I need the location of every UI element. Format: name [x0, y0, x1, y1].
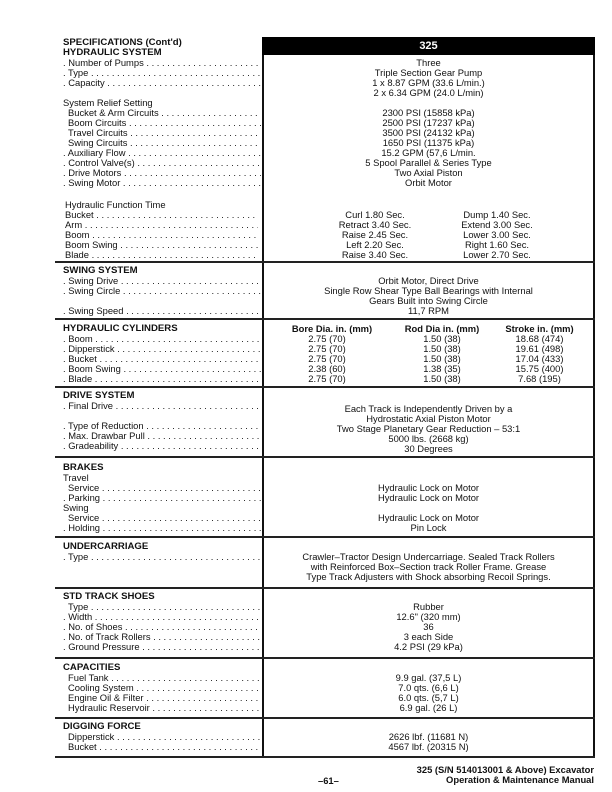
label-shoe-width: . Width . . . — [63, 612, 261, 622]
cell-rod: 1.50 (38) — [423, 353, 461, 364]
model-column-header: 325 — [262, 37, 595, 55]
value-shoe-type: Rubber — [413, 601, 444, 612]
label-hydraulic-reservoir: Hydraulic Reservoir . . . — [63, 703, 261, 713]
value-swing-service: Hydraulic Lock on Motor — [377, 512, 480, 523]
value-no-of-shoes: 36 — [423, 621, 434, 632]
heading-undercarriage: UNDERCARRIAGE — [63, 542, 149, 552]
label-swing-circuits: Swing Circuits . . . — [63, 138, 261, 148]
heading-swing-system: SWING SYSTEM — [63, 266, 138, 276]
label-travel-service: Service . . . — [63, 483, 261, 493]
label-type-of-reduction: . Type of Reduction . . . — [63, 421, 261, 431]
value-number-of-pumps: Three — [416, 57, 441, 68]
label-swing-holding: . Holding . . . — [63, 523, 261, 533]
value-travel-circuits: 3500 PSI (24132 kPa) — [382, 127, 475, 138]
cell-stroke: 7.68 (195) — [518, 373, 561, 384]
value-undercarriage-1: Crawler–Tractor Design Undercarriage. Sealed Track Rollers — [302, 551, 555, 562]
heading-hydraulic-system: HYDRAULIC SYSTEM — [63, 47, 162, 58]
value-ft-blade-raise: Raise 3.40 Sec. — [341, 249, 409, 260]
label-cyl-boom: . Boom . . . — [63, 334, 261, 344]
value-no-of-track-rollers: 3 each Side — [403, 631, 454, 642]
label-ft-boom-swing: Boom Swing . . . — [63, 240, 258, 250]
value-cooling-system: 7.0 qts. (6,6 L) — [398, 682, 459, 693]
value-bucket-arm-circuits: 2300 PSI (15858 kPa) — [382, 107, 475, 118]
footer-line-2: Operation & Maintenance Manual — [446, 774, 594, 785]
label-swing-speed: . Swing Speed . . . — [63, 306, 261, 316]
label-gradeability: . Gradeability . . . — [63, 441, 261, 451]
label-df-bucket: Bucket . . . — [63, 742, 261, 752]
value-boom-circuits: 2500 PSI (17237 kPa) — [382, 117, 475, 128]
value-swing-motor: Orbit Motor — [405, 177, 452, 188]
cell-rod: 1.50 (38) — [423, 333, 461, 344]
label-capacity: . Capacity . . . — [63, 78, 261, 88]
heading-brakes: BRAKES — [63, 463, 104, 473]
label-swing-motor: . Swing Motor . . . — [63, 178, 261, 188]
value-max-drawbar-pull: 5000 lbs. (2668 kg) — [388, 433, 469, 444]
cell-bore: 2.75 (70) — [308, 353, 346, 364]
label-cyl-bucket: . Bucket . . . — [63, 354, 261, 364]
value-gradeability: 30 Degrees — [404, 443, 453, 454]
label-ft-boom: Boom . . . — [63, 230, 258, 240]
label-travel-circuits: Travel Circuits . . . — [63, 128, 261, 138]
value-ft-boom-lower: Lower 3.00 Sec. — [463, 229, 531, 240]
value-final-drive-2: Hydrostatic Axial Piston Motor — [366, 413, 491, 424]
value-capacity-2: 2 x 6.34 GPM (24.0 L/min) — [373, 87, 484, 98]
table-bottom-border — [55, 756, 595, 758]
label-swing-service: Service . . . — [63, 513, 261, 523]
value-auxiliary-flow: 15.2 GPM (57,6 L/min. — [381, 147, 476, 158]
value-drive-motors: Two Axial Piston — [394, 167, 463, 178]
cell-stroke: 17.04 (433) — [515, 353, 564, 364]
cell-bore: 2.75 (70) — [308, 333, 346, 344]
value-swing-circuits: 1650 PSI (11375 kPa) — [382, 137, 475, 148]
label-auxiliary-flow: . Auxiliary Flow . . . — [63, 148, 261, 158]
title-specifications: SPECIFICATIONS (Cont'd) — [63, 37, 182, 48]
cell-stroke: 19.61 (498) — [515, 343, 564, 354]
cell-bore: 2.75 (70) — [308, 373, 346, 384]
label-max-drawbar-pull: . Max. Drawbar Pull . . . — [63, 431, 261, 441]
value-swing-drive: Orbit Motor, Direct Drive — [378, 275, 479, 286]
section-hydraulic-cylinders — [55, 319, 595, 387]
value-engine-oil-filter: 6.0 qts. (5,7 L) — [398, 692, 459, 703]
value-ft-boom-swing-left: Left 2.20 Sec. — [346, 239, 404, 250]
cell-stroke: 18.68 (474) — [515, 333, 564, 344]
value-ft-bucket-curl: Curl 1.80 Sec. — [345, 209, 405, 220]
label-swing-circle: . Swing Circle . . . — [63, 286, 261, 296]
section-undercarriage — [55, 536, 595, 588]
label-drive-motors: . Drive Motors . . . — [63, 168, 261, 178]
section-digging-force — [55, 717, 595, 759]
heading-capacities: CAPACITIES — [63, 663, 121, 673]
value-swing-speed: 11,7 RPM — [408, 305, 449, 316]
section-drive-system — [55, 387, 595, 458]
label-type: . Type . . . — [63, 68, 261, 78]
cell-bore: 2.75 (70) — [308, 343, 346, 354]
value-ft-arm-extend: Extend 3.00 Sec. — [461, 219, 533, 230]
value-swing-circle-1: Single Row Shear Type Ball Bearings with Internal — [324, 285, 533, 296]
footer-line-1: 325 (S/N 514013001 & Above) Excavator — [416, 764, 594, 775]
label-travel: Travel — [63, 473, 89, 483]
heading-hydraulic-cylinders: HYDRAULIC CYLINDERS — [63, 324, 178, 334]
column-rod-dia: Rod Dia in. (mm) — [404, 323, 480, 334]
heading-digging-force: DIGGING FORCE — [63, 722, 141, 732]
value-undercarriage-2: with Reinforced Box–Section track Roller Frame. Grease — [310, 561, 547, 572]
label-hydraulic-function-time: Hydraulic Function Time — [65, 200, 166, 210]
label-engine-oil-filter: Engine Oil & Filter . . . — [63, 693, 261, 703]
label-final-drive: . Final Drive . . . — [63, 401, 261, 411]
cell-rod: 1.50 (38) — [423, 373, 461, 384]
label-travel-parking: . Parking . . . — [63, 493, 261, 503]
label-boom-circuits: Boom Circuits . . . — [63, 118, 261, 128]
value-control-valves: 5 Spool Parallel & Series Type — [365, 157, 492, 168]
value-travel-service: Hydraulic Lock on Motor — [377, 482, 480, 493]
label-ft-bucket: Bucket . . . — [63, 210, 258, 220]
value-undercarriage-3: Type Track Adjusters with Shock absorbing Recoil Springs. — [306, 571, 551, 582]
label-ft-arm: Arm . . . — [63, 220, 258, 230]
cell-bore: 2.38 (60) — [308, 363, 346, 374]
label-bucket-arm-circuits: Bucket & Arm Circuits . . . — [63, 108, 261, 118]
value-ft-bucket-dump: Dump 1.40 Sec. — [463, 209, 531, 220]
label-undercarriage-type: . Type . . . — [63, 552, 261, 562]
value-ft-boom-swing-right: Right 1.60 Sec. — [464, 239, 530, 250]
label-ground-pressure: . Ground Pressure . . . — [63, 642, 261, 652]
value-fuel-tank: 9.9 gal. (37,5 L) — [395, 672, 462, 683]
value-capacity-1: 1 x 8.87 GPM (33.6 L/min.) — [372, 77, 485, 88]
value-df-bucket: 4567 lbf. (20315 N) — [388, 741, 469, 752]
label-number-of-pumps: . Number of Pumps . . . — [63, 58, 261, 68]
section-brakes — [55, 458, 595, 538]
label-cooling-system: Cooling System . . . — [63, 683, 261, 693]
value-shoe-width: 12.6" (320 mm) — [396, 611, 461, 622]
section-hydraulic-system — [55, 55, 595, 262]
section-capacities — [55, 657, 595, 717]
section-track-shoes — [55, 587, 595, 659]
cell-stroke: 15.75 (400) — [515, 363, 564, 374]
value-ground-pressure: 4.2 PSI (29 kPa) — [394, 641, 463, 652]
label-shoe-type: Type . . . — [63, 602, 261, 612]
page-number: –61– — [318, 775, 339, 786]
value-df-dipperstick: 2626 lbf. (11681 N) — [388, 731, 469, 742]
label-fuel-tank: Fuel Tank . . . — [63, 673, 261, 683]
value-ft-boom-raise: Raise 2.45 Sec. — [341, 229, 409, 240]
label-no-of-shoes: . No. of Shoes . . . — [63, 622, 261, 632]
column-bore-dia: Bore Dia. in. (mm) — [291, 323, 373, 334]
value-travel-parking: Hydraulic Lock on Motor — [377, 492, 480, 503]
section-swing-system — [55, 262, 595, 319]
label-swing: Swing — [63, 503, 89, 513]
heading-track-shoes: STD TRACK SHOES — [63, 592, 155, 602]
cell-rod: 1.50 (38) — [423, 343, 461, 354]
label-system-relief-setting: System Relief Setting — [63, 98, 153, 108]
footer-manual-title — [417, 765, 594, 785]
label-cyl-blade: . Blade . . . — [63, 374, 261, 384]
cell-rod: 1.38 (35) — [423, 363, 461, 374]
value-type-of-reduction: Two Stage Planetary Gear Reduction – 53:1 — [336, 423, 521, 434]
value-final-drive-1: Each Track is Independently Driven by a — [344, 403, 513, 414]
value-ft-arm-retract: Retract 3.40 Sec. — [338, 219, 412, 230]
label-swing-drive: . Swing Drive . . . — [63, 276, 261, 286]
label-df-dipperstick: Dipperstick . . . — [63, 732, 261, 742]
value-pump-type: Triple Section Gear Pump — [374, 67, 483, 78]
label-ft-blade: Blade . . . — [63, 250, 258, 260]
value-swing-circle-2: Gears Built into Swing Circle — [369, 295, 488, 306]
heading-drive-system: DRIVE SYSTEM — [63, 391, 135, 401]
label-no-of-track-rollers: . No. of Track Rollers . . . — [63, 632, 261, 642]
value-hydraulic-reservoir: 6.9 gal. (26 L) — [399, 702, 458, 713]
column-stroke: Stroke in. (mm) — [505, 323, 574, 334]
value-ft-blade-lower: Lower 2.70 Sec. — [463, 249, 531, 260]
value-swing-holding: Pin Lock — [410, 522, 447, 533]
label-cyl-boom-swing: . Boom Swing . . . — [63, 364, 261, 374]
label-control-valves: . Control Valve(s) . . . — [63, 158, 261, 168]
label-cyl-dipperstick: . Dipperstick . . . — [63, 344, 261, 354]
